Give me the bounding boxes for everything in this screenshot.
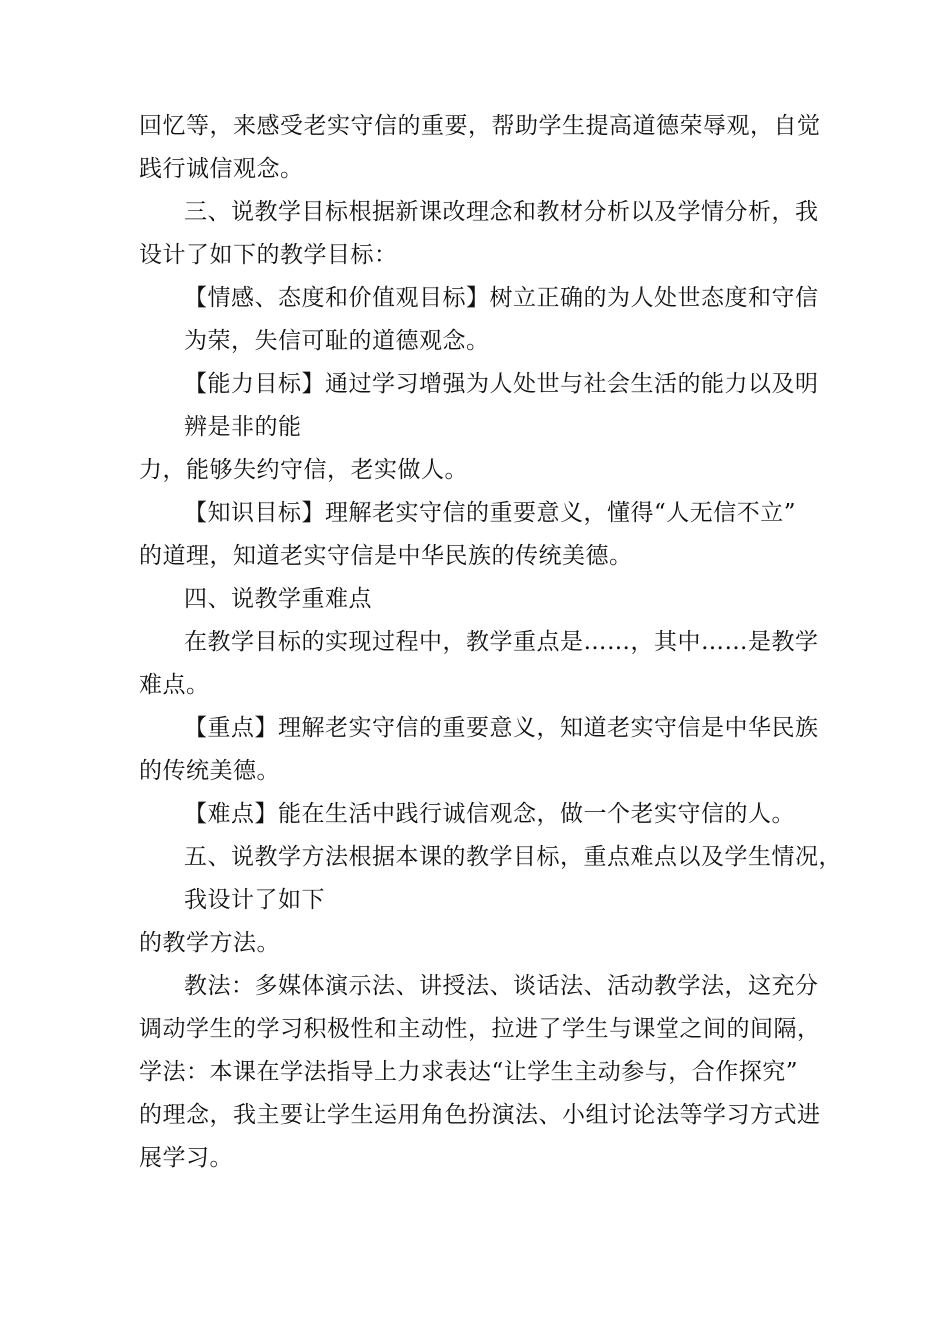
text-line: 学法：本课在学法指导上力求表达“让学生主动参与，合作探究” xyxy=(139,1059,799,1085)
section-heading-3: 三、说教学目标根据新课改理念和教材分析以及学情分析，我 xyxy=(184,199,819,225)
text-line: 难点。 xyxy=(139,672,210,698)
section-heading-4: 四、说教学重难点 xyxy=(184,586,372,612)
text-line: 的理念，我主要让学生运用角色扮演法、小组讨论法等学习方式进 xyxy=(139,1102,821,1128)
text-line: 设计了如下的教学目标： xyxy=(139,242,398,268)
text-line: 的传统美德。 xyxy=(139,758,280,784)
text-line: 我设计了如下 xyxy=(184,887,325,913)
text-line: 【情感、态度和价值观目标】树立正确的为人处世态度和守信 xyxy=(184,285,819,311)
text-line: 为荣，失信可耻的道德观念。 xyxy=(184,328,490,354)
text-line: 【能力目标】通过学习增强为人处世与社会生活的能力以及明 xyxy=(184,371,819,397)
text-line: 调动学生的学习积极性和主动性，拉进了学生与课堂之间的间隔， xyxy=(139,1016,821,1042)
text-line: 【知识目标】理解老实守信的重要意义，懂得“人无信不立” xyxy=(184,500,797,526)
text-line: 展学习。 xyxy=(139,1145,233,1171)
text-line: 的教学方法。 xyxy=(139,930,280,956)
text-line: 力，能够失约守信，老实做人。 xyxy=(139,457,468,483)
text-line: 【重点】理解老实守信的重要意义，知道老实守信是中华民族 xyxy=(184,715,819,741)
text-line: 的道理，知道老实守信是中华民族的传统美德。 xyxy=(139,543,633,569)
text-line: 回忆等，来感受老实守信的重要，帮助学生提高道德荣辱观，自觉 xyxy=(139,113,821,139)
text-line: 【难点】能在生活中践行诚信观念，做一个老实守信的人。 xyxy=(184,801,795,827)
text-line: 辨是非的能 xyxy=(184,414,302,440)
text-line: 在教学目标的实现过程中，教学重点是……，其中……是教学 xyxy=(184,629,819,655)
text-line: 践行诚信观念。 xyxy=(139,156,304,182)
section-heading-5: 五、说教学方法根据本课的教学目标，重点难点以及学生情况， xyxy=(184,844,842,870)
text-line: 教法：多媒体演示法、讲授法、谈话法、活动教学法，这充分 xyxy=(184,973,819,999)
